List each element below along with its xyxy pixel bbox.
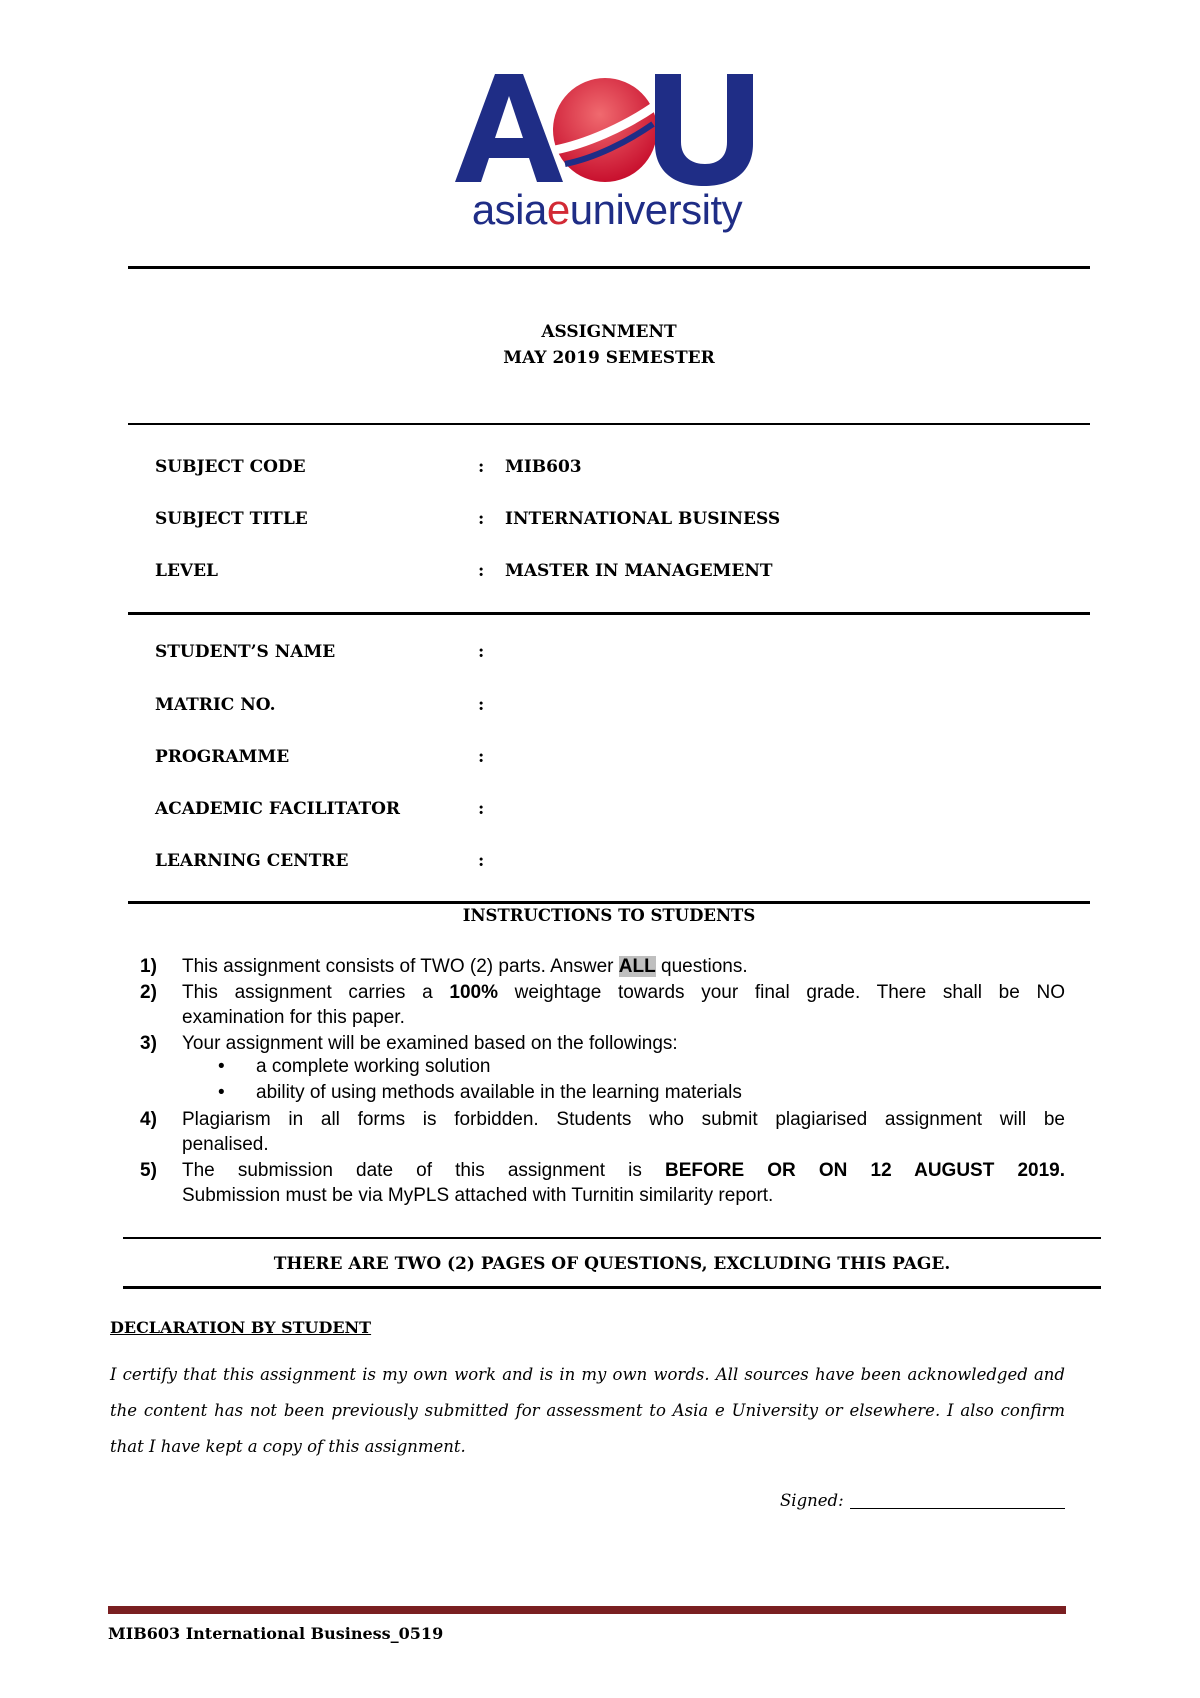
subject-title-label: SUBJECT TITLE	[155, 509, 308, 529]
colon: :	[478, 799, 485, 819]
colon: :	[478, 851, 485, 871]
subject-code-label: SUBJECT CODE	[155, 457, 306, 477]
colon: :	[478, 695, 485, 715]
academic-facilitator-label: ACADEMIC FACILITATOR	[155, 799, 401, 819]
divider-instructions	[123, 1237, 1101, 1239]
instruction-2-line2: examination for this paper.	[182, 1007, 405, 1028]
declaration-body: I certify that this assignment is my own work and is in my own words. All sources have been acknowledged and the content has not been previously submitted for assessment to Asia e University or elsewhere. I also confirm that I have kept a copy of this assignment.	[110, 1365, 1065, 1456]
divider-subject	[128, 612, 1090, 615]
instruction-5-line2: Submission must be via MyPLS attached with Turnitin similarity report.	[182, 1185, 774, 1206]
student-name-label: STUDENT’S NAME	[155, 642, 336, 662]
semester-title: MAY 2019 SEMESTER	[503, 348, 715, 368]
subject-title-value: INTERNATIONAL BUSINESS	[505, 509, 781, 529]
learning-centre-label: LEARNING CENTRE	[155, 851, 349, 871]
declaration-title: DECLARATION BY STUDENT	[110, 1318, 372, 1337]
footer-bar	[108, 1606, 1066, 1614]
divider-top	[128, 266, 1090, 269]
signature-line[interactable]	[850, 1508, 1065, 1509]
highlight-all: ALL	[618, 956, 656, 977]
instructions-title: INSTRUCTIONS TO STUDENTS	[462, 906, 756, 925]
bullet-item: ability of using methods available in the learning materials	[256, 1082, 742, 1103]
bullet-item: a complete working solution	[256, 1056, 491, 1077]
footer-text: MIB603 International Business_0519	[108, 1624, 444, 1643]
programme-label: PROGRAMME	[155, 747, 290, 767]
bullet-icon: •	[218, 1082, 225, 1103]
colon: :	[478, 747, 485, 767]
level-label: LEVEL	[155, 561, 219, 581]
pages-note: THERE ARE TWO (2) PAGES OF QUESTIONS, EXCLUDING THIS PAGE.	[273, 1254, 951, 1274]
signed-label: Signed:	[780, 1491, 844, 1510]
instruction-4-line2: penalised.	[182, 1134, 269, 1155]
level-value: MASTER IN MANAGEMENT	[505, 561, 773, 581]
colon: :	[478, 642, 485, 662]
subject-code-value: MIB603	[505, 457, 582, 477]
assignment-title: ASSIGNMENT	[541, 322, 677, 342]
divider-student	[128, 901, 1090, 904]
colon: :	[478, 509, 485, 529]
colon: :	[478, 561, 485, 581]
matric-no-label: MATRIC NO.	[155, 695, 276, 715]
colon: :	[478, 457, 485, 477]
logo-wordmark: asiaeuniversity	[471, 186, 743, 233]
logo-letter-u	[655, 74, 753, 186]
divider-pages-note	[123, 1286, 1101, 1289]
bullet-icon: •	[218, 1056, 225, 1077]
divider-header	[128, 423, 1090, 425]
logo-letter-a	[455, 74, 563, 182]
